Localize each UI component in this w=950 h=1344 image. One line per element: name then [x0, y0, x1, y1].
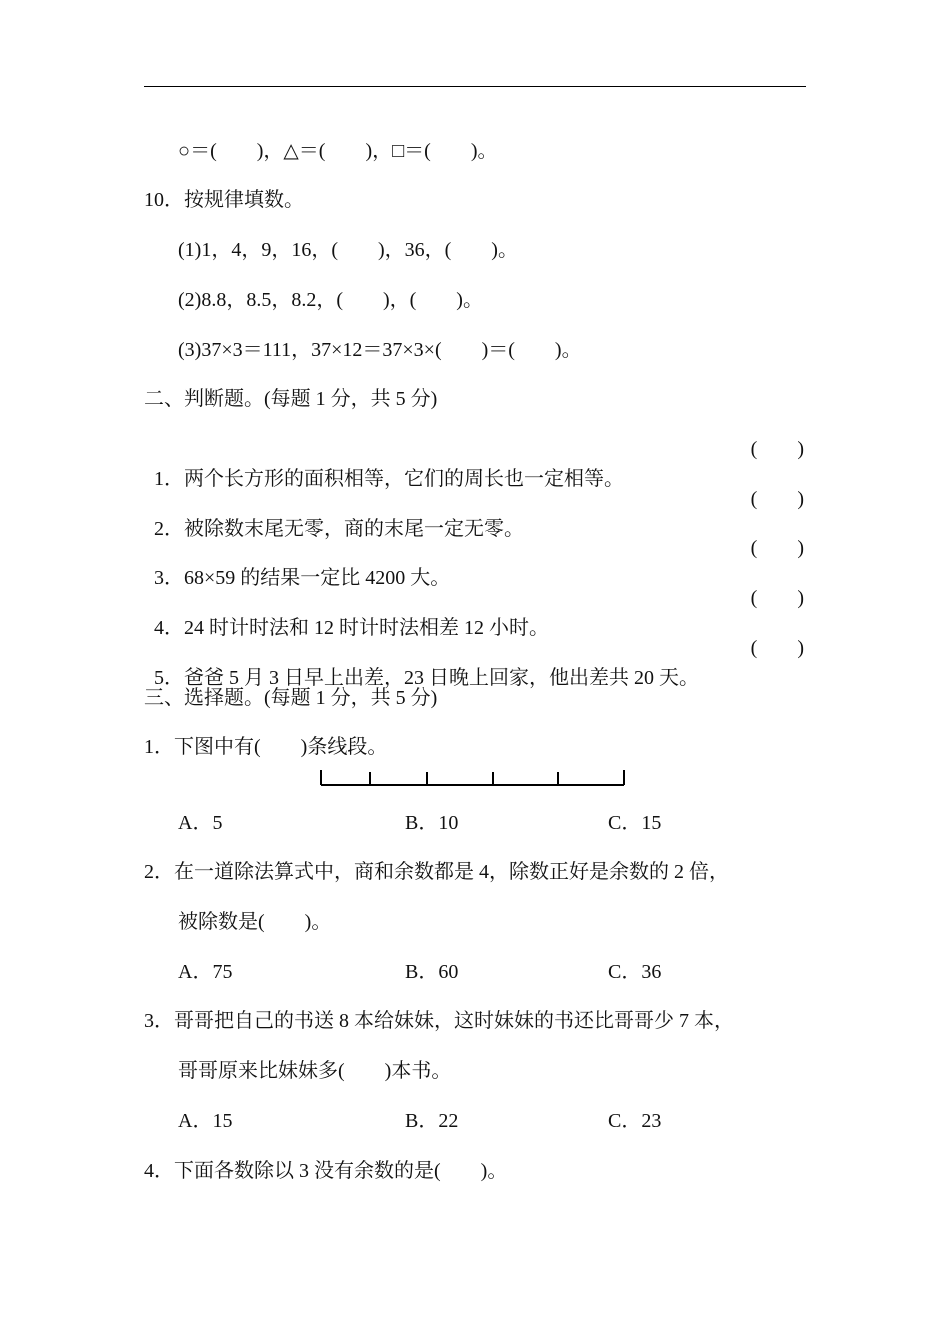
option-a: A．75	[178, 961, 233, 983]
shape-answer-line: ○＝( )，△＝( )，□＝( )。	[178, 140, 498, 162]
choice-q2-line1: 2．在一道除法算式中，商和余数都是 4，除数正好是余数的 2 倍，	[144, 861, 729, 883]
choice-q1-text: 1．下图中有( )条线段。	[144, 736, 388, 758]
judge-item-text: 3．68×59 的结果一定比 4200 大。	[154, 567, 451, 589]
option-c: C．23	[608, 1110, 662, 1132]
q10-item-2: (2)8.8，8.5，8.2，( )，( )。	[178, 289, 483, 311]
judge-item-1	[144, 434, 806, 490]
choice-q2-options	[178, 957, 806, 987]
option-c: C．15	[608, 812, 662, 834]
choice-q1-options	[178, 808, 806, 838]
answer-blank: ( )	[750, 438, 804, 460]
line-segment-figure	[318, 765, 630, 791]
judge-item-3	[144, 533, 806, 589]
option-b: B．60	[405, 961, 459, 983]
judge-item-4	[144, 583, 806, 639]
judge-item-text: 4．24 时计时法和 12 时计时法相差 12 小时。	[154, 617, 549, 639]
judge-item-2	[144, 484, 806, 540]
judge-item-5	[144, 633, 806, 689]
answer-blank: ( )	[750, 537, 804, 559]
choice-q2-line2: 被除数是( )。	[178, 911, 332, 933]
answer-blank: ( )	[750, 637, 804, 659]
header-rule	[144, 86, 806, 87]
q10-item-1: (1)1，4，9，16，( )，36，( )。	[178, 239, 518, 261]
choice-q3-line1: 3．哥哥把自己的书送 8 本给妹妹，这时妹妹的书还比哥哥少 7 本，	[144, 1010, 734, 1032]
answer-blank: ( )	[750, 587, 804, 609]
judge-heading: 二、判断题。(每题 1 分，共 5 分)	[144, 388, 438, 410]
choice-heading: 三、选择题。(每题 1 分，共 5 分)	[144, 687, 438, 709]
option-b: B．10	[405, 812, 459, 834]
option-a: A．15	[178, 1110, 233, 1132]
choice-q4-text: 4．下面各数除以 3 没有余数的是( )。	[144, 1160, 508, 1182]
choice-q3-options	[178, 1106, 806, 1136]
option-a: A．5	[178, 812, 223, 834]
option-c: C．36	[608, 961, 662, 983]
judge-item-text: 2．被除数末尾无零，商的末尾一定无零。	[154, 518, 524, 540]
option-b: B．22	[405, 1110, 459, 1132]
q10-item-3: (3)37×3＝111，37×12＝37×3×( )＝( )。	[178, 339, 582, 361]
judge-item-text: 1．两个长方形的面积相等，它们的周长也一定相等。	[154, 468, 624, 490]
judge-item-text: 5．爸爸 5 月 3 日早上出差，23 日晚上回家，他出差共 20 天。	[154, 667, 699, 689]
choice-q3-line2: 哥哥原来比妹妹多( )本书。	[178, 1060, 452, 1082]
q10-title: 10．按规律填数。	[144, 189, 304, 211]
answer-blank: ( )	[750, 488, 804, 510]
